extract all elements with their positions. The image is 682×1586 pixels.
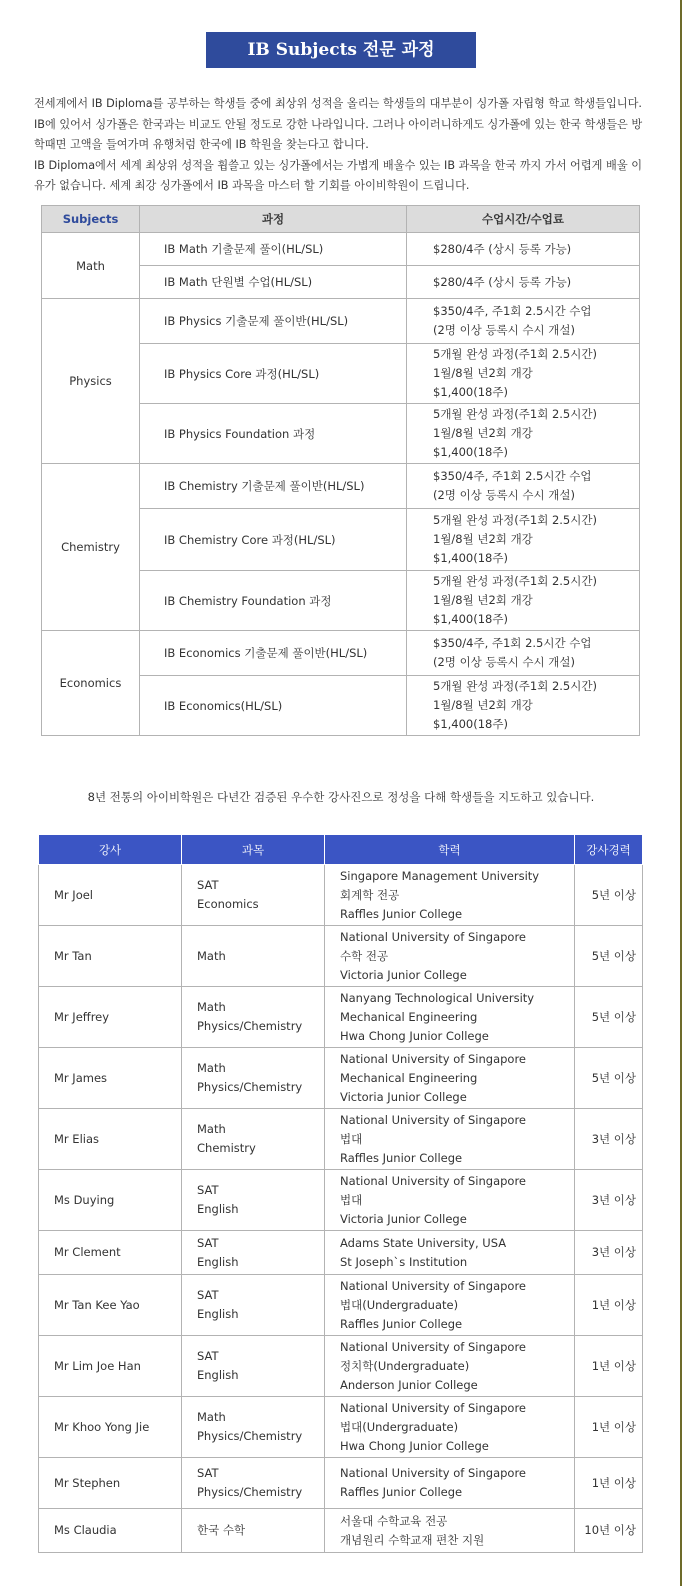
course-name: IB Physics Core 과정(HL/SL) [140, 344, 407, 404]
teacher-education [325, 1397, 575, 1458]
course-fee [407, 631, 640, 676]
fee-line: 1월/8월 년2회 개강 [433, 532, 533, 546]
subject-line: 한국 수학 [197, 1523, 246, 1537]
education-line: National University of Singapore [340, 1173, 526, 1188]
course-row [42, 233, 640, 266]
education-line: 개념원리 수학교재 편찬 지원 [340, 1532, 485, 1547]
education-line: Adams State University, USA [340, 1235, 507, 1250]
teacher-subjects [182, 926, 325, 987]
education-line: 법대 [340, 1192, 363, 1207]
fee-line: 1월/8월 년2회 개강 [433, 426, 533, 440]
teacher-education [325, 1275, 575, 1336]
teacher-row [39, 865, 643, 926]
education-line: National University of Singapore [340, 1339, 526, 1354]
teacher-name: Mr Jeffrey [39, 987, 182, 1048]
education-line: Raffles Junior College [340, 906, 463, 921]
education-line: 법대(Undergraduate) [340, 1297, 459, 1312]
subject-line: Physics/Chemistry [197, 1080, 303, 1094]
course-fee [407, 344, 640, 404]
teacher-name: Mr Clement [39, 1231, 182, 1275]
subject-line: SAT [197, 1349, 219, 1363]
teacher-education [325, 865, 575, 926]
education-line: Victoria Junior College [340, 967, 467, 982]
teacher-education [325, 926, 575, 987]
fee-line: (2명 이상 등록시 수시 개설) [433, 323, 576, 337]
teacher-subjects [182, 1336, 325, 1397]
education-line: Hwa Chong Junior College [340, 1028, 489, 1043]
education-line: Singapore Management University [340, 868, 540, 883]
education-line: 수학 전공 [340, 948, 389, 963]
teacher-subjects [182, 1509, 325, 1553]
fee-line: $350/4주, 주1회 2.5시간 수업 [433, 304, 592, 318]
education-line: Victoria Junior College [340, 1089, 467, 1104]
subjects-table-body [42, 233, 640, 736]
teacher-subjects [182, 1397, 325, 1458]
course-row [42, 464, 640, 509]
teacher-name: Mr James [39, 1048, 182, 1109]
fee-line: 1월/8월 년2회 개강 [433, 366, 533, 380]
teacher-row [39, 1231, 643, 1275]
teacher-name: Mr Khoo Yong Jie [39, 1397, 182, 1458]
subject-line: Math [197, 1000, 226, 1014]
course-fee [407, 571, 640, 631]
teacher-row [39, 1458, 643, 1509]
subject-line: English [197, 1202, 239, 1216]
education-line: Anderson Junior College [340, 1377, 478, 1392]
fee-line: (2명 이상 등록시 수시 개설) [433, 655, 576, 669]
fee-line: $280/4주 (상시 등록 가능) [433, 241, 572, 256]
subject-line: English [197, 1254, 239, 1269]
education-line: Raffles Junior College [340, 1316, 463, 1331]
fee-line: 5개월 완성 과정(주1회 2.5시간) [433, 574, 597, 588]
course-name: IB Math 단원별 수업(HL/SL) [140, 266, 407, 299]
subject-line: SAT [197, 1288, 219, 1302]
teacher-name: Ms Claudia [39, 1509, 182, 1553]
teacher-education [325, 1509, 575, 1553]
page-title: IB Subjects 전문 과정 [206, 32, 476, 68]
teacher-experience: 1년 이상 [575, 1458, 643, 1509]
teacher-row [39, 1275, 643, 1336]
subject-line: SAT [197, 1466, 219, 1480]
course-fee [407, 299, 640, 344]
teacher-experience: 1년 이상 [575, 1275, 643, 1336]
course-name: IB Chemistry 기출문제 풀이반(HL/SL) [140, 464, 407, 509]
fee-line: 1월/8월 년2회 개강 [433, 698, 533, 712]
teacher-experience: 5년 이상 [575, 926, 643, 987]
subject-line: Math [197, 1122, 226, 1136]
header-education: 학력 [325, 835, 575, 865]
header-teacher: 강사 [39, 835, 182, 865]
teacher-name: Mr Lim Joe Han [39, 1336, 182, 1397]
subject-line: Math [197, 948, 226, 963]
education-line: Raffles Junior College [340, 1150, 463, 1165]
teacher-experience: 3년 이상 [575, 1231, 643, 1275]
teacher-row [39, 1109, 643, 1170]
teacher-subjects [182, 1231, 325, 1275]
subject-name: Physics [42, 299, 140, 464]
course-fee [407, 464, 640, 509]
subject-line: SAT [197, 878, 219, 892]
teacher-row [39, 1509, 643, 1553]
course-fee [407, 404, 640, 464]
teacher-subjects [182, 1048, 325, 1109]
header-fee: 수업시간/수업료 [407, 206, 640, 233]
teacher-row [39, 1048, 643, 1109]
fee-line: $350/4주, 주1회 2.5시간 수업 [433, 469, 592, 483]
education-line: National University of Singapore [340, 1278, 526, 1293]
fee-line: $1,400(18주) [433, 445, 508, 459]
teacher-experience: 3년 이상 [575, 1170, 643, 1231]
course-fee [407, 233, 640, 266]
education-line: Hwa Chong Junior College [340, 1438, 489, 1453]
fee-line: (2명 이상 등록시 수시 개설) [433, 488, 576, 502]
teachers-table-header [39, 835, 643, 865]
teacher-experience: 1년 이상 [575, 1336, 643, 1397]
teachers-table [38, 834, 643, 1553]
education-line: 서울대 수학교육 전공 [340, 1513, 448, 1528]
course-fee [407, 676, 640, 736]
teacher-row [39, 1397, 643, 1458]
subject-line: Physics/Chemistry [197, 1429, 303, 1443]
header-experience: 강사경력 [575, 835, 643, 865]
teacher-row [39, 1170, 643, 1231]
teachers-table-body [39, 865, 643, 1553]
subject-line: English [197, 1368, 239, 1382]
teacher-name: Mr Joel [39, 865, 182, 926]
education-line: National University of Singapore [340, 1051, 526, 1066]
teacher-education [325, 987, 575, 1048]
teacher-subjects [182, 1275, 325, 1336]
teacher-education [325, 1170, 575, 1231]
header-subject: 과목 [182, 835, 325, 865]
subject-line: Math [197, 1410, 226, 1424]
course-row [42, 631, 640, 676]
course-name: IB Economics(HL/SL) [140, 676, 407, 736]
education-line: National University of Singapore [340, 1466, 526, 1480]
teacher-education [325, 1336, 575, 1397]
education-line: National University of Singapore [340, 929, 526, 944]
education-line: Mechanical Engineering [340, 1070, 478, 1085]
teacher-name: Mr Tan Kee Yao [39, 1275, 182, 1336]
course-fee [407, 509, 640, 571]
course-name: IB Physics Foundation 과정 [140, 404, 407, 464]
fee-line: 5개월 완성 과정(주1회 2.5시간) [433, 679, 597, 693]
teacher-education [325, 1231, 575, 1275]
title-wrap [0, 32, 682, 68]
course-fee [407, 266, 640, 299]
fee-line: 5개월 완성 과정(주1회 2.5시간) [433, 407, 597, 421]
teacher-experience: 1년 이상 [575, 1397, 643, 1458]
fee-line: 5개월 완성 과정(주1회 2.5시간) [433, 513, 597, 527]
subject-name: Chemistry [42, 464, 140, 631]
subjects-table [41, 205, 640, 736]
course-name: IB Math 기출문제 풀이(HL/SL) [140, 233, 407, 266]
teacher-name: Mr Stephen [39, 1458, 182, 1509]
fee-line: $1,400(18주) [433, 385, 508, 399]
teachers-tagline: 8년 전통의 아이비학원은 다년간 검증된 우수한 강사진으로 정성을 다해 학생들을 지도하고 있습니다. [87, 790, 595, 804]
education-line: St Joseph`s Institution [340, 1254, 468, 1269]
intro-text [34, 94, 646, 197]
teacher-row [39, 1336, 643, 1397]
teacher-name: Ms Duying [39, 1170, 182, 1231]
fee-line: 1월/8월 년2회 개강 [433, 593, 533, 607]
fee-line: $280/4주 (상시 등록 가능) [433, 274, 572, 289]
subject-line: Chemistry [197, 1141, 256, 1155]
teacher-experience: 3년 이상 [575, 1109, 643, 1170]
education-line: National University of Singapore [340, 1400, 526, 1415]
teacher-name: Mr Elias [39, 1109, 182, 1170]
subject-line: Economics [197, 897, 259, 911]
subject-line: English [197, 1307, 239, 1321]
teacher-experience: 5년 이상 [575, 987, 643, 1048]
course-name: IB Chemistry Core 과정(HL/SL) [140, 509, 407, 571]
subject-name: Math [42, 233, 140, 299]
education-line: Mechanical Engineering [340, 1009, 478, 1024]
education-line: Victoria Junior College [340, 1211, 467, 1226]
teacher-subjects [182, 1458, 325, 1509]
subjects-table-header [42, 206, 640, 233]
education-line: 법대 [340, 1131, 363, 1146]
fee-line: $1,400(18주) [433, 551, 508, 565]
education-line: Nanyang Technological University [340, 990, 535, 1005]
education-line: 법대(Undergraduate) [340, 1419, 459, 1434]
subject-line: Math [197, 1061, 226, 1075]
education-line: Raffles Junior College [340, 1485, 463, 1499]
course-row [42, 299, 640, 344]
teacher-subjects [182, 1109, 325, 1170]
teacher-education [325, 1048, 575, 1109]
teacher-row [39, 987, 643, 1048]
fee-line: $1,400(18주) [433, 717, 508, 731]
header-course: 과정 [140, 206, 407, 233]
course-name: IB Physics 기출문제 풀이반(HL/SL) [140, 299, 407, 344]
subject-line: SAT [197, 1183, 219, 1197]
course-name: IB Economics 기출문제 풀이반(HL/SL) [140, 631, 407, 676]
subject-name: Economics [42, 631, 140, 736]
teacher-education [325, 1458, 575, 1509]
fee-line: 5개월 완성 과정(주1회 2.5시간) [433, 347, 597, 361]
course-name: IB Chemistry Foundation 과정 [140, 571, 407, 631]
subject-line: Physics/Chemistry [197, 1019, 303, 1033]
teacher-subjects [182, 865, 325, 926]
intro-paragraph-1: 전세계에서 IB Diploma를 공부하는 학생들 중에 최상위 성적을 올리는 학생들의 대부분이 싱가폴 자립형 학교 학생들입니다. IB에 있어서 싱가폴은 한국과는 비교도 안될 정도로 강한 나라입니다. 그러나 아이러니하게도 싱가폴에 있는 한국 학생들은 방학때면 고액을 들여가며 유행처럼 한국에 IB 학원을 찾는다고 합니다. [34, 97, 643, 151]
subject-line: Physics/Chemistry [197, 1485, 303, 1499]
education-line: National University of Singapore [340, 1112, 526, 1127]
intro-paragraph-2: IB Diploma에서 세계 최상위 성적을 휩쓸고 있는 싱가폴에서는 가볍게 배울수 있는 IB 과목을 한국 까지 가서 어렵게 배울 이유가 없습니다. 세계 최강 싱가폴에서 IB 과목을 마스터 할 기회를 아이비학원이 드립니다. [34, 158, 643, 192]
teacher-experience: 10년 이상 [575, 1509, 643, 1553]
education-line: 회계학 전공 [340, 887, 400, 902]
teacher-row [39, 926, 643, 987]
subject-line: SAT [197, 1235, 219, 1250]
teacher-education [325, 1109, 575, 1170]
teacher-subjects [182, 1170, 325, 1231]
teacher-name: Mr Tan [39, 926, 182, 987]
fee-line: $1,400(18주) [433, 612, 508, 626]
fee-line: $350/4주, 주1회 2.5시간 수업 [433, 636, 592, 650]
header-subjects: Subjects [42, 206, 140, 233]
education-line: 정치학(Undergraduate) [340, 1358, 470, 1373]
teacher-subjects [182, 987, 325, 1048]
teacher-experience: 5년 이상 [575, 1048, 643, 1109]
teacher-experience: 5년 이상 [575, 865, 643, 926]
